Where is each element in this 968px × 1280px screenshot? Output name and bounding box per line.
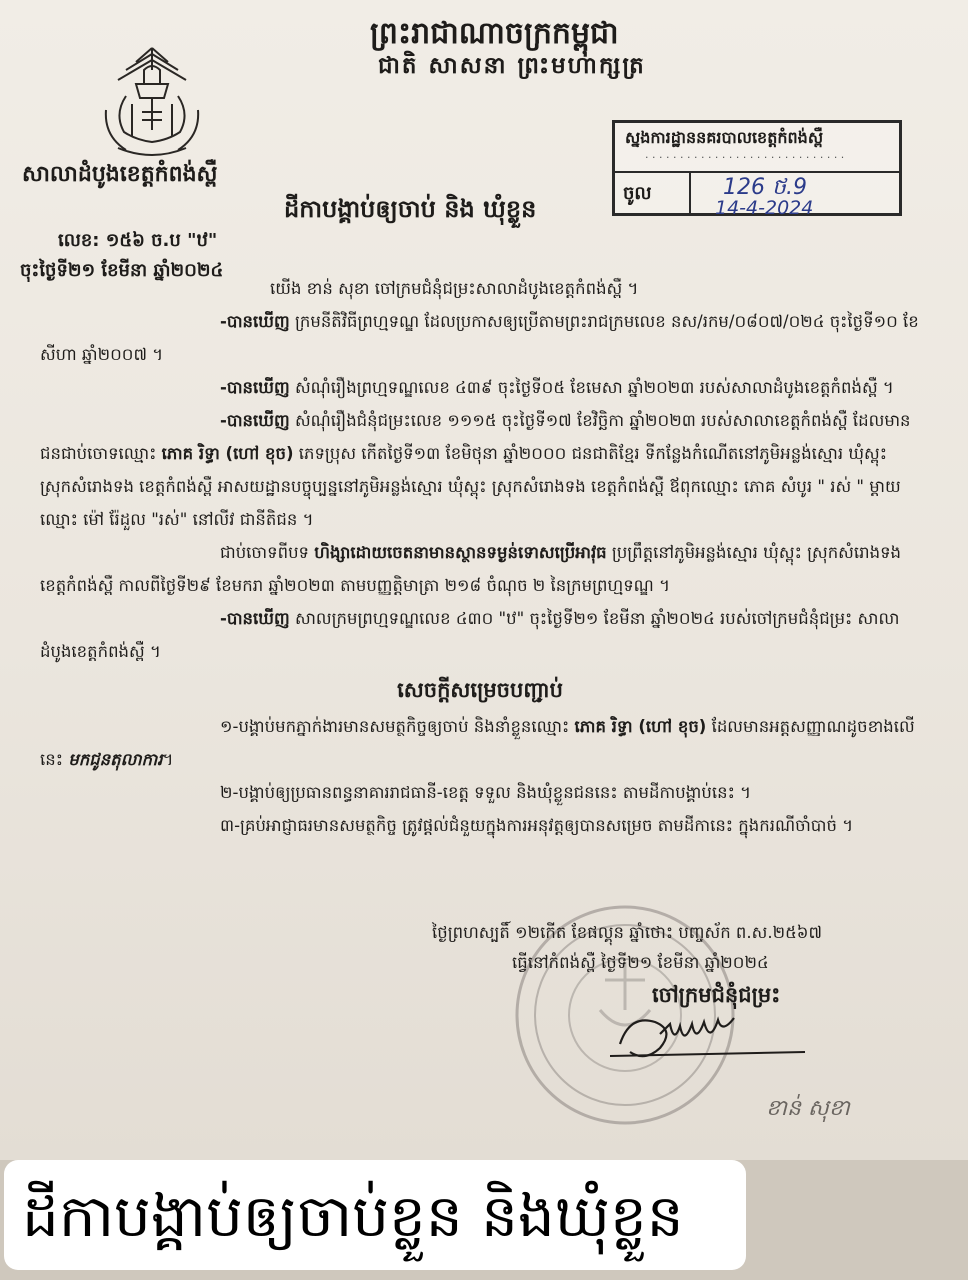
charge-intro: ជាប់ចោទពីបទ bbox=[220, 543, 310, 562]
closing-lunar-date: ថ្ងៃព្រហស្បតិ៍ ១២កើត ខែផល្គុន ឆ្នាំថោះ បញ្ចស័ក ព.ស.២៥៦៧ bbox=[432, 923, 822, 942]
stamp-number: 126 ថ.9 bbox=[723, 175, 807, 200]
caption-text: ដីកាបង្គាប់ឲ្យចាប់ខ្លួន និងឃុំខ្លួន bbox=[22, 1182, 684, 1250]
order-title: ដីកាបង្គាប់ឲ្យចាប់ និង ឃុំខ្លួន bbox=[284, 195, 537, 223]
signatory-title: ចៅក្រមជំនុំជម្រះ bbox=[652, 983, 781, 1007]
court-emblem-icon bbox=[96, 40, 208, 162]
seen-text-2: សំណុំរឿងព្រហ្មទណ្ឌលេខ ៤៣៩ ចុះថ្ងៃទី០៥ ខែមេសា ឆ្នាំ២០២៣ របស់សាលាដំបូងខេត្តកំពង់ស្ពឺ ។ bbox=[294, 378, 894, 397]
document-body bbox=[40, 272, 920, 842]
stamp-divider-vertical bbox=[689, 173, 691, 215]
decision-item-1 bbox=[40, 710, 920, 776]
seen-text-3a: សំណុំរឿងជំនុំជម្រះលេខ ១១១៥ ចុះថ្ងៃទី១៧ ខែវិច្ឆិកា ឆ្នាំ២០២៣ របស់សាលាខេត្តកំពង់ស្ពឺ ដែលមានជនជាប់ចោទឈ្មោះ bbox=[40, 411, 911, 463]
decision-title: សេចក្ដីសម្រេចបញ្ជាប់ bbox=[397, 678, 563, 702]
seen-paragraph-1 bbox=[40, 305, 920, 371]
national-motto: ជាតិ សាសនា ព្រះមហាក្សត្រ bbox=[378, 53, 646, 79]
seen-paragraph-3 bbox=[40, 404, 920, 536]
seen-paragraph-4 bbox=[40, 602, 920, 668]
signature-icon bbox=[600, 1004, 820, 1074]
decision-1-emphasis: មកជូនតុលាការ bbox=[68, 750, 163, 769]
accused-name: ភោគ រិទ្ធា (ហៅ ខុច) bbox=[161, 444, 294, 463]
stamp-label: ចូល bbox=[623, 183, 652, 204]
charge-paragraph bbox=[40, 536, 920, 602]
stamp-office: ស្នងការដ្ឋាននគរបាលខេត្តកំពង់ស្ពឺ bbox=[625, 128, 824, 147]
seen-text-1: ក្រមនីតិវិធីព្រហ្មទណ្ឌ ដែលប្រកាសឲ្យប្រើតាមព្រះរាជក្រមលេខ នស/រកម/០៨០៧/០២៤ ចុះថ្ងៃទី១០ ខែសីហា ឆ្នាំ២០០៧ ។ bbox=[40, 312, 919, 364]
reference-date: ចុះថ្ងៃទី២១ ខែមីនា ឆ្នាំ២០២៤ bbox=[20, 260, 224, 281]
stamp-date: 14-4-2024 bbox=[715, 197, 814, 219]
seen-label: -បានឃើញ bbox=[220, 312, 290, 331]
seen-text-3b: ភេទប្រុស កើតថ្ងៃទី១៣ ខែមិថុនា ឆ្នាំ២០០០ ជនជាតិខ្មែរ ទីកន្លែងកំណើតនៅភូមិអន្លង់ស្មោរ ឃុំស្ពុះ ស្រុកសំរោងទង ខេត្តកំពង់ស្ពឺ អាសយដ្ឋានបច្ចុប្បន្ននៅភូមិអន្លង់ស្មោរ ឃុំស្ពុះ ស្រុកសំរោងទង ខេត្តកំពង់ស្ពឺ ឪពុកឈ្មោះ ភោគ សំបូរ " រស់ " ម្ដាយឈ្មោះ ម៉ៅ រ៉ែដួល "រស់" នៅលីវ ជានីតិជន ។ bbox=[40, 444, 901, 529]
decision-1-text-b: ដែលមានអត្តសញ្ញាណដូចខាងលើនេះ bbox=[40, 717, 915, 769]
caption-banner bbox=[4, 1160, 746, 1270]
decision-1-text: ១-បង្គាប់មកភ្នាក់ងារមានសមត្ថកិច្ចឲ្យចាប់ និងនាំខ្លួនឈ្មោះ bbox=[220, 717, 570, 736]
decision-item-2: ២-បង្គាប់ឲ្យប្រធានពន្ធនាគាររាជធានី-ខេត្ត ទទួល និងឃុំខ្លួនជននេះ តាមដីកាបង្គាប់នេះ ។ bbox=[220, 783, 751, 802]
stamp-faded-line: · · · · · · · · · · · · · · · · · · · · · · · · · · · · · bbox=[645, 151, 845, 164]
charge-details: ប្រព្រឹត្តនៅភូមិអន្លង់ស្មោរ ឃុំស្ពុះ ស្រុកសំរោងទង ខេត្តកំពង់ស្ពឺ កាលពីថ្ងៃទី២៩ ខែមករា ឆ្នាំ២០២៣ តាមបញ្ញត្តិមាត្រា ២១៨ ចំណុច ២ នៃក្រមព្រហ្មទណ្ឌ ។ bbox=[40, 543, 902, 595]
closing-place-date: ធ្វើនៅកំពង់ស្ពឺ ថ្ងៃទី២១ ខែមីនា ឆ្នាំ២០២៤ bbox=[512, 953, 769, 972]
seen-label: -បានឃើញ bbox=[220, 378, 290, 397]
court-name: សាលាដំបូងខេត្តកំពង់ស្ពឺ bbox=[22, 162, 218, 187]
decision-item-3: ៣-គ្រប់អាជ្ញាធរមានសមត្ថកិច្ច ត្រូវផ្ដល់ជំនួយក្នុងការអនុវត្តឲ្យបានសម្រេច តាមដីកានេះ ក្នុងករណីចាំបាច់ ។ bbox=[220, 816, 854, 835]
reference-number: លេខ: ១៥៦ ច.ប "ឋ" bbox=[58, 230, 218, 251]
receipt-stamp bbox=[612, 120, 902, 219]
kingdom-title: ព្រះរាជាណាចក្រកម្ពុជា bbox=[370, 16, 619, 51]
seen-text-4: សាលក្រមព្រហ្មទណ្ឌលេខ ៤៣០ "ឋ" ចុះថ្ងៃទី២១ ខែមីនា ឆ្នាំ២០២៤ របស់ចៅក្រមជំនុំជម្រះ សាលាដំបូងខេត្តកំពង់ស្ពឺ ។ bbox=[40, 609, 900, 661]
seen-paragraph-2 bbox=[40, 371, 920, 404]
handwritten-name: ខាន់ សុខា bbox=[766, 1096, 850, 1121]
decision-1-end: ។ bbox=[162, 750, 174, 769]
seen-label: -បានឃើញ bbox=[220, 609, 290, 628]
charge-name: ហិង្សាដោយចេតនាមានស្ថានទម្ងន់ទោសប្រើអាវុធ bbox=[314, 543, 607, 562]
intro-line: យើង ខាន់ សុខា ចៅក្រមជំនុំជម្រះសាលាដំបូងខេត្តកំពង់ស្ពឺ ។ bbox=[270, 279, 639, 298]
decision-1-name: ភោគ រិទ្ធា (ហៅ ខុច) bbox=[574, 717, 707, 736]
seen-label: -បានឃើញ bbox=[220, 411, 290, 430]
